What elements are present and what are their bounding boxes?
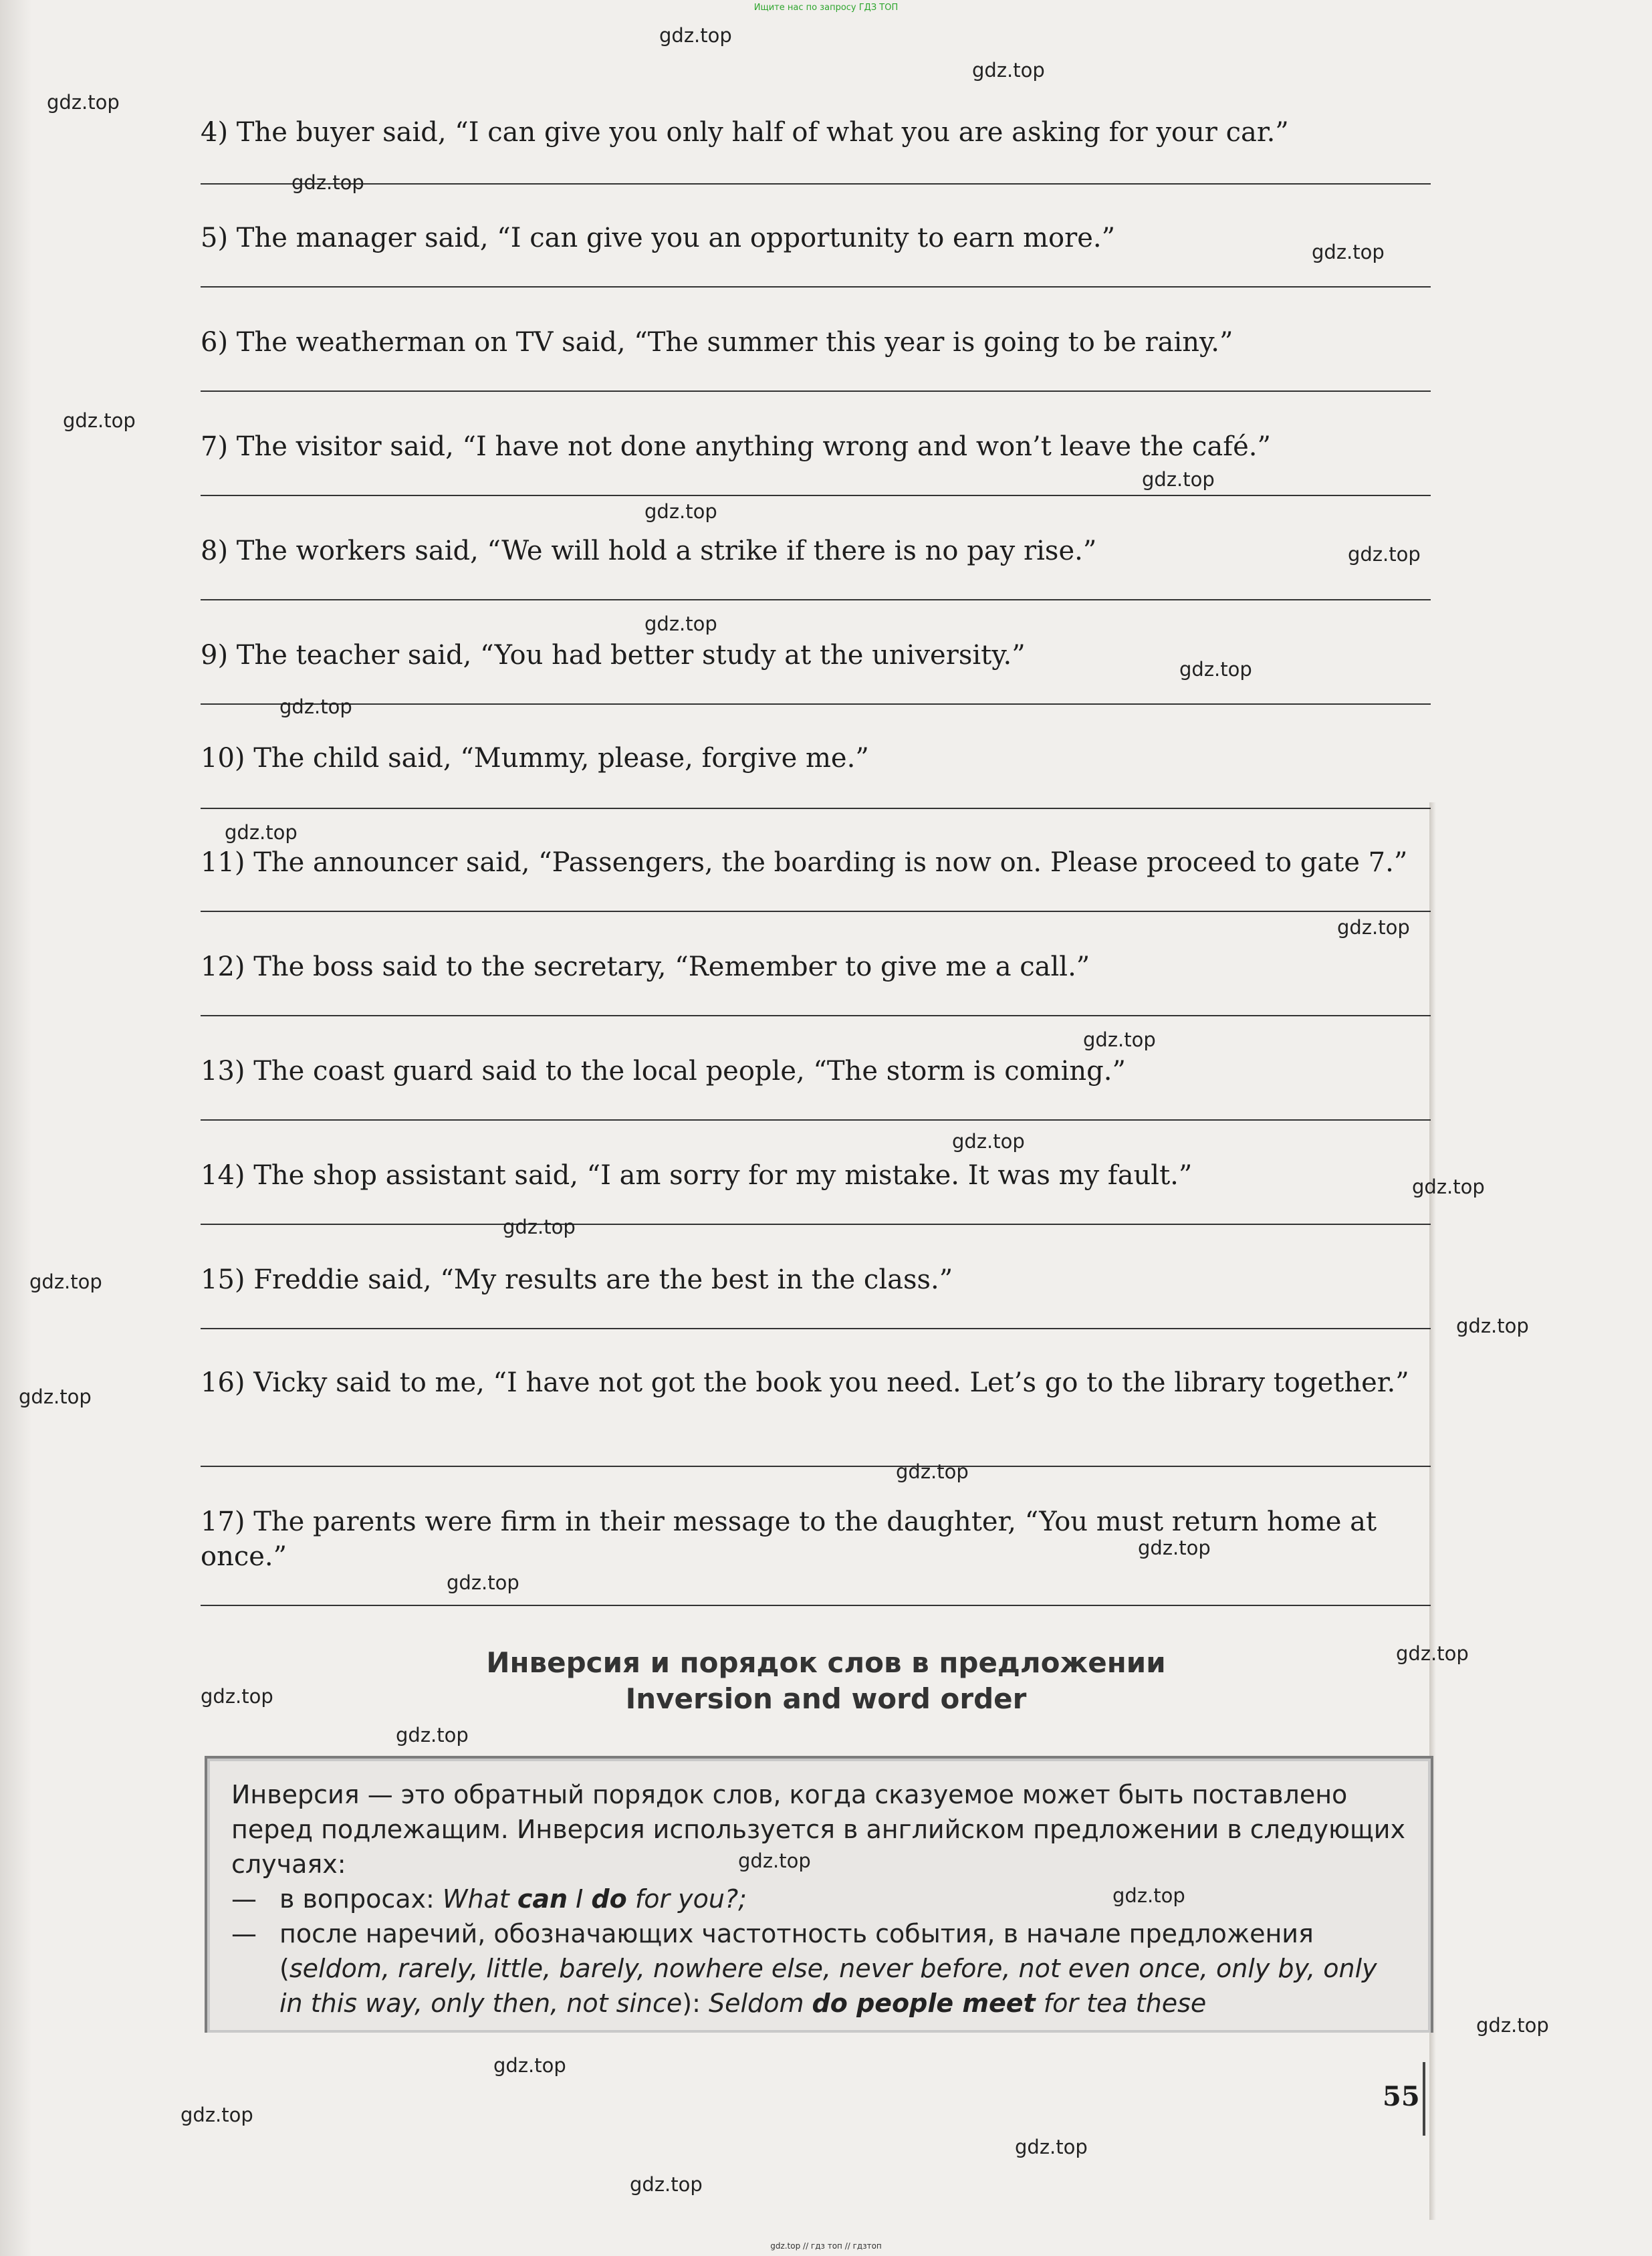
exercise-8 xyxy=(201,534,1431,568)
watermark[interactable]: gdz.top xyxy=(659,24,732,47)
exercise-text: 7) The visitor said, “I have not done anything wrong and won’t leave the café.” xyxy=(201,431,1271,462)
exercise-text: 5) The manager said, “I can give you an opportunity to earn more.” xyxy=(201,223,1116,253)
watermark[interactable]: gdz.top xyxy=(1348,543,1421,566)
rule-item-content xyxy=(279,1916,1408,2021)
rule-example-bold: can xyxy=(517,1884,568,1914)
section-title-ru: Инверсия и порядок слов в предложении xyxy=(486,1646,1166,1679)
watermark[interactable]: gdz.top xyxy=(503,1216,576,1238)
rule-adverb-list: seldom, rarely, little, barely, nowhere else, never before, not even once, only by, only in this way, only then, not since xyxy=(279,1954,1377,2018)
rule-box-content xyxy=(231,1777,1408,2021)
answer-line xyxy=(201,703,1431,705)
exercise-14 xyxy=(201,1158,1431,1193)
exercise-6 xyxy=(201,325,1431,360)
rule-example xyxy=(443,1884,747,1914)
answer-line xyxy=(201,286,1431,288)
rule-example-part: What xyxy=(442,1884,517,1914)
answer-line xyxy=(201,1328,1431,1329)
answer-line xyxy=(201,808,1431,809)
rule-lead: в вопросах: xyxy=(279,1884,443,1914)
watermark[interactable]: gdz.top xyxy=(447,1571,519,1594)
top-banner[interactable]: Ищите нас по запросу ГДЗ ТОП xyxy=(753,3,899,13)
exercise-16 xyxy=(201,1365,1431,1400)
watermark[interactable]: gdz.top xyxy=(952,1130,1025,1153)
answer-line xyxy=(201,495,1431,496)
watermark[interactable]: gdz.top xyxy=(630,2173,703,2196)
exercise-11 xyxy=(201,845,1431,880)
page-number-rule xyxy=(1423,2062,1425,2136)
watermark[interactable]: gdz.top xyxy=(181,2104,253,2126)
answer-line xyxy=(201,390,1431,392)
watermark[interactable]: gdz.top xyxy=(19,1385,92,1408)
watermark[interactable]: gdz.top xyxy=(896,1460,969,1483)
watermark[interactable]: gdz.top xyxy=(1312,241,1385,263)
answer-line xyxy=(201,1015,1431,1016)
watermark[interactable]: gdz.top xyxy=(972,59,1045,82)
exercise-text: 16) Vicky said to me, “I have not got the book you need. Let’s go to the library together.” xyxy=(201,1367,1409,1398)
page-number: 55 xyxy=(1383,2081,1420,2112)
section-title-en: Inversion and word order xyxy=(625,1682,1027,1715)
watermark[interactable]: gdz.top xyxy=(1476,2014,1549,2037)
rule-dash: — xyxy=(231,1884,257,1914)
watermark[interactable]: gdz.top xyxy=(644,612,717,635)
watermark[interactable]: gdz.top xyxy=(63,409,136,432)
rule-dash: — xyxy=(231,1919,257,1948)
rule-mid: ): xyxy=(682,1989,709,2018)
watermark[interactable]: gdz.top xyxy=(1396,1642,1469,1665)
watermark[interactable]: gdz.top xyxy=(644,500,717,523)
rule-example-part: for you?; xyxy=(626,1884,747,1914)
exercise-text: 17) The parents were firm in their message to the daughter, “You must return home at once.” xyxy=(201,1506,1377,1572)
watermark[interactable]: gdz.top xyxy=(1112,1884,1185,1907)
rule-example xyxy=(709,1989,1206,2018)
watermark[interactable]: gdz.top xyxy=(279,695,352,718)
exercise-text: 8) The workers said, “We will hold a strike if there is no pay rise.” xyxy=(201,536,1097,566)
exercise-text: 6) The weatherman on TV said, “The summer this year is going to be rainy.” xyxy=(201,327,1233,358)
rule-example-part: I xyxy=(568,1884,592,1914)
answer-line xyxy=(201,599,1431,600)
watermark[interactable]: gdz.top xyxy=(1015,2136,1088,2158)
exercise-5 xyxy=(201,221,1431,255)
watermark[interactable]: gdz.top xyxy=(291,171,364,194)
rule-item-adverbs xyxy=(231,1916,1408,2021)
answer-line xyxy=(201,1466,1431,1467)
watermark[interactable]: gdz.top xyxy=(201,1685,273,1708)
watermark[interactable]: gdz.top xyxy=(1412,1175,1485,1198)
rule-example-bold: do people meet xyxy=(812,1989,1036,2018)
exercise-4 xyxy=(201,115,1431,150)
exercise-7 xyxy=(201,429,1431,464)
answer-line xyxy=(201,1605,1431,1606)
exercise-15 xyxy=(201,1262,1431,1297)
watermark[interactable]: gdz.top xyxy=(1179,658,1252,681)
rule-item-content xyxy=(279,1882,1408,1916)
rule-item-questions xyxy=(231,1882,1408,1916)
exercise-12 xyxy=(201,949,1431,984)
rule-example-part: for tea these xyxy=(1035,1989,1207,2018)
answer-line xyxy=(201,183,1431,185)
exercise-13 xyxy=(201,1054,1431,1089)
watermark[interactable]: gdz.top xyxy=(1083,1028,1156,1051)
exercise-text: 10) The child said, “Mummy, please, forgive me.” xyxy=(201,743,869,774)
exercise-text: 9) The teacher said, “You had better study at the university.” xyxy=(201,640,1026,671)
exercise-text: 15) Freddie said, “My results are the best in the class.” xyxy=(201,1264,953,1295)
watermark[interactable]: gdz.top xyxy=(1456,1315,1529,1337)
watermark[interactable]: gdz.top xyxy=(225,821,298,844)
exercise-17 xyxy=(201,1504,1431,1574)
answer-line xyxy=(201,1224,1431,1225)
exercise-text: 14) The shop assistant said, “I am sorry for my mistake. It was my fault.” xyxy=(201,1160,1193,1191)
rule-lead: после наречий, обозначающих частотность события, в начале предложения ( xyxy=(279,1919,1314,1983)
rule-example-bold: do xyxy=(591,1884,627,1914)
answer-line xyxy=(201,911,1431,912)
watermark[interactable]: gdz.top xyxy=(396,1724,469,1746)
watermark[interactable]: gdz.top xyxy=(29,1270,102,1293)
rule-example-part: Seldom xyxy=(709,1989,812,2018)
watermark[interactable]: gdz.top xyxy=(1337,916,1410,939)
watermark[interactable]: gdz.top xyxy=(493,2054,566,2077)
page-edge-shadow xyxy=(0,0,32,2256)
exercise-10 xyxy=(201,741,1431,776)
exercise-text: 4) The buyer said, “I can give you only half of what you are asking for your car.” xyxy=(201,117,1289,148)
rule-intro: Инверсия — это обратный порядок слов, когда сказуемое может быть поставлено перед подлежащим. Инверсия используется в английском предложении в следующих случаях: xyxy=(231,1780,1405,1879)
watermark[interactable]: gdz.top xyxy=(738,1849,811,1872)
watermark[interactable]: gdz.top xyxy=(47,91,120,114)
answer-line xyxy=(201,1119,1431,1121)
bottom-banner[interactable]: gdz.top // гдз топ // гдзтоп xyxy=(770,2241,882,2251)
watermark[interactable]: gdz.top xyxy=(1138,1537,1211,1559)
exercise-text: 11) The announcer said, “Passengers, the boarding is now on. Please proceed to gate 7.” xyxy=(201,847,1408,878)
rule-box xyxy=(205,1756,1433,2033)
exercise-text: 12) The boss said to the secretary, “Remember to give me a call.” xyxy=(201,951,1090,982)
watermark[interactable]: gdz.top xyxy=(1142,468,1215,491)
exercise-text: 13) The coast guard said to the local people, “The storm is coming.” xyxy=(201,1056,1126,1087)
